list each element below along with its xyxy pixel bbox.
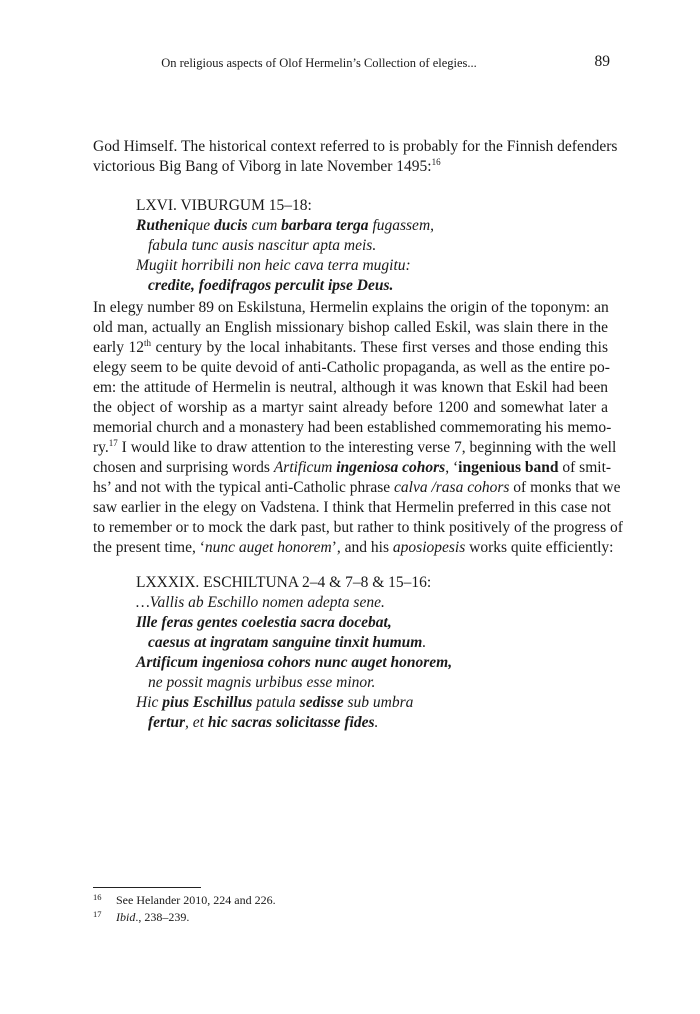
footnote-17 <box>93 909 608 926</box>
text-line: victorious Big Bang of Viborg in late November 1495:$^{16}$ <box>93 156 441 175</box>
verse-heading: LXVI. VIBURGUM 15–18: <box>136 197 312 214</box>
verse-line: ne possit magnis urbibus esse minor. <box>148 674 376 691</box>
verse-line: Ruthenique ducis cum barbara terga fugassem, <box>136 217 435 234</box>
text-line: In elegy number 89 on Eskilstuna, Hermelin explains the origin of the toponym: an <box>93 299 609 316</box>
verse-heading: LXXXIX. ESCHILTUNA 2–4 & 7–8 & 15–16: <box>136 574 432 591</box>
verse-line: Mugiit horribili non heic cava terra mugitu: <box>136 257 411 274</box>
footnote-rule <box>93 887 201 888</box>
footnote-16 <box>93 892 608 909</box>
footnote-number: 17 <box>93 909 102 919</box>
text-line: early 12th century by the local inhabitants. These first verses and those ending this <box>93 337 608 356</box>
paragraph-1 <box>93 137 618 177</box>
text-line: saw earlier in the elegy on Vadstena. I think that Hermelin preferred in this case not <box>93 499 611 516</box>
verse-line: …Vallis ab Eschillo nomen adepta sene. <box>136 594 385 611</box>
text-line: em: the attitude of Hermelin is neutral, although it was known that Eskil had been <box>93 379 608 396</box>
footnote-number: 16 <box>93 892 102 902</box>
running-head <box>93 55 610 71</box>
running-title: On religious aspects of Olof Hermelin’s Collection of elegies... <box>161 56 477 70</box>
text-line: elegy seem to be quite devoid of anti-Catholic propaganda, as well as the entire po- <box>93 359 610 376</box>
text-line: memorial church and a monastery had been established commemorating his memo- <box>93 419 612 436</box>
verse-line: Hic pius Eschillus patula sedisse sub umbra <box>136 694 414 711</box>
text-line: to remember or to mock the dark past, but rather to think positively of the progress of <box>93 519 623 536</box>
verse-line: fabula tunc ausis nascitur apta meis. <box>148 237 377 254</box>
verse-line: Artificum ingeniosa cohors nunc auget honorem, <box>136 654 453 671</box>
text-line: the object of worship as a martyr saint already before 1200 and somewhat later a <box>93 399 608 416</box>
text-line: hs’ and not with the typical anti-Catholic phrase calva /rasa cohors of monks that we <box>93 479 621 496</box>
footnote-text: Ibid., 238–239. <box>116 910 190 924</box>
verse-line: caesus at ingratam sanguine tinxit humum. <box>148 634 427 651</box>
verse-quotation-2 <box>136 573 606 733</box>
verse-line: credite, foedifragos perculit ipse Deus. <box>148 277 394 294</box>
page-number: 89 <box>594 53 610 70</box>
text-line: the present time, ‘nunc auget honorem’, and his aposiopesis works quite efficiently: <box>93 539 614 556</box>
text-line: ry.$^{17}$ I would like to draw attention to the interesting verse 7, beginning with the well <box>93 437 617 456</box>
verse-line: fertur, et hic sacras solicitasse fides. <box>148 714 379 731</box>
footnotes <box>93 892 608 926</box>
verse-quotation-1 <box>136 196 606 296</box>
text-line: old man, actually an English missionary bishop called Eskil, was slain there in the <box>93 319 608 336</box>
text-line: God Himself. The historical context referred to is probably for the Finnish defenders <box>93 138 618 155</box>
footnote-ref: 17 <box>108 437 118 448</box>
text-line: chosen and surprising words Artificum ingeniosa cohors, ‘ingenious band of smit- <box>93 459 612 476</box>
footnote-text: See Helander 2010, 224 and 226. <box>116 893 276 907</box>
verse-line: Ille feras gentes coelestia sacra docebat, <box>136 614 392 631</box>
footnote-ref: 16 <box>431 156 441 167</box>
paragraph-2 <box>93 298 623 558</box>
